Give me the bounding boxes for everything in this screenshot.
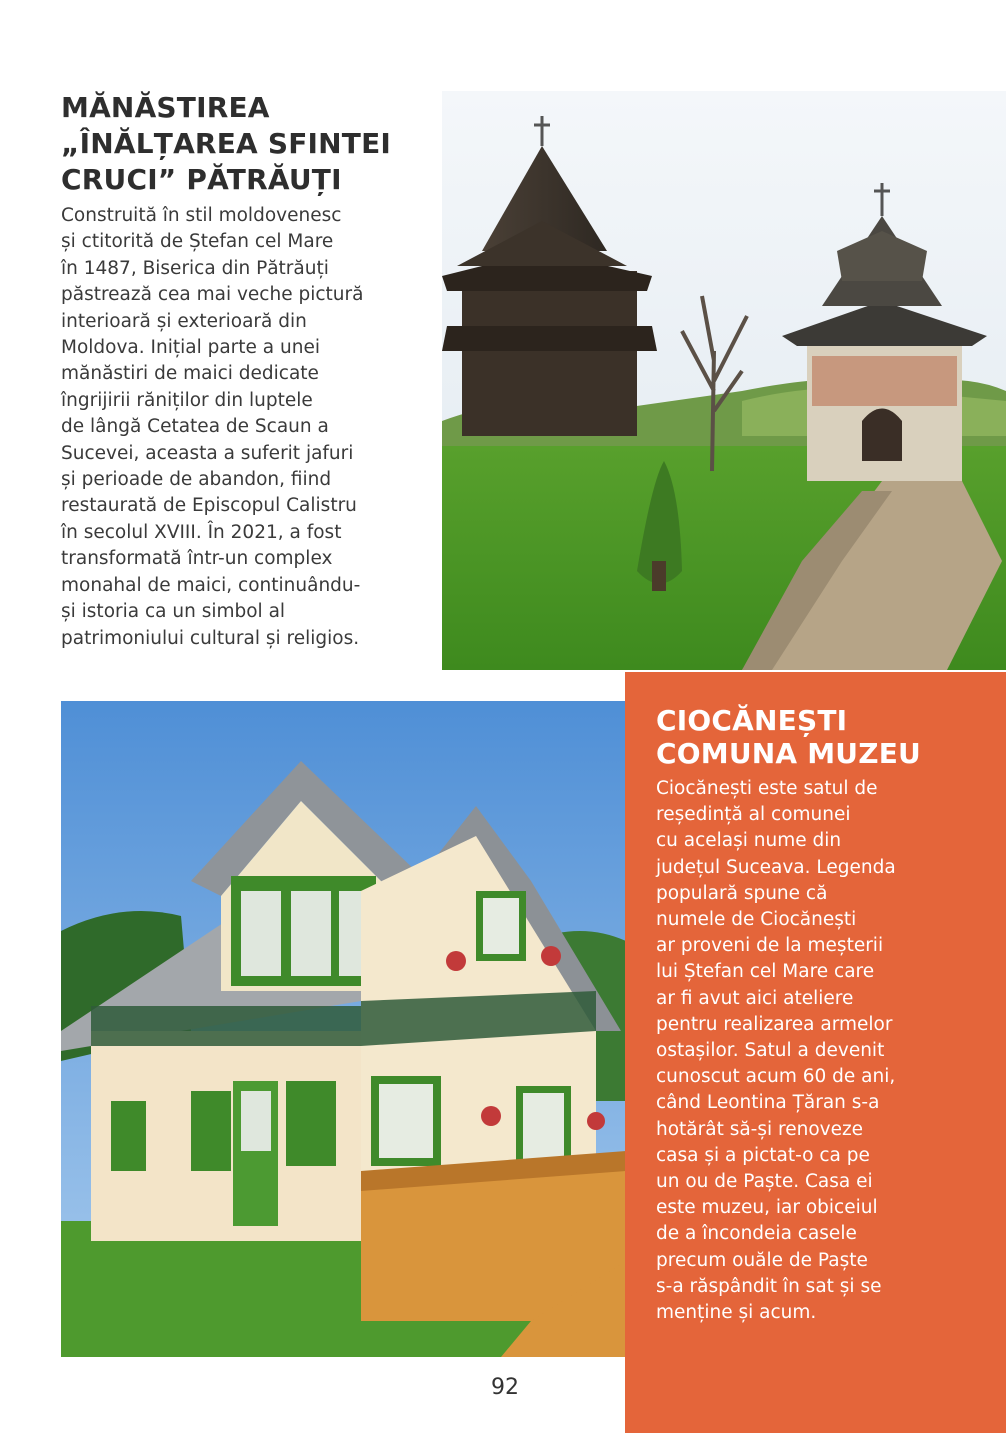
text-line: cu același nume din xyxy=(656,830,842,852)
text-line: de lângă Cetatea de Scaun a xyxy=(61,416,329,438)
text-line: îngrijirii răniților din luptele xyxy=(61,389,313,411)
painted-house-illustration xyxy=(61,701,626,1357)
monastery-title xyxy=(61,90,431,198)
text-line: ar proveni de la meșterii xyxy=(656,935,884,957)
text-line: s-a răspândit în sat și se xyxy=(656,1275,882,1297)
text-line: Sucevei, aceasta a suferit jafuri xyxy=(61,442,354,464)
monastery-description xyxy=(61,203,436,652)
text-line: în 1487, Biserica din Pătrăuți xyxy=(61,257,329,279)
text-line: și perioade de abandon, fiind xyxy=(61,469,332,491)
page-number: 92 xyxy=(491,1375,519,1400)
text-line: județul Suceava. Legenda xyxy=(656,856,896,878)
text-line: este muzeu, iar obiceiul xyxy=(656,1197,878,1219)
text-line: de a încondeia casele xyxy=(656,1223,857,1245)
text-line: și ctitorită de Ștefan cel Mare xyxy=(61,231,334,253)
ciocanesti-title-line: CIOCĂNEȘTI xyxy=(656,704,848,737)
painted-house-photo xyxy=(61,701,626,1357)
monastery-title-line: „ÎNĂLȚAREA SFINTEI xyxy=(61,127,392,160)
text-line: cunoscut acum 60 de ani, xyxy=(656,1066,896,1088)
text-line: precum ouăle de Paște xyxy=(656,1249,868,1271)
text-line: un ou de Paște. Casa ei xyxy=(656,1171,873,1193)
monastery-photo xyxy=(442,91,1006,670)
text-line: lui Ștefan cel Mare care xyxy=(656,961,875,983)
text-line: ar fi avut aici ateliere xyxy=(656,987,854,1009)
text-line: populară spune că xyxy=(656,882,828,904)
ciocanesti-title xyxy=(656,704,996,770)
text-line: restaurată de Episcopul Calistru xyxy=(61,495,357,517)
monastery-title-line: CRUCI” PĂTRĂUȚI xyxy=(61,163,342,196)
text-line: casa și a pictat-o ca pe xyxy=(656,1144,870,1166)
text-line: hotărât să-și renoveze xyxy=(656,1118,864,1140)
text-line: păstrează cea mai veche pictură xyxy=(61,284,364,306)
text-line: Moldova. Inițial parte a unei xyxy=(61,337,320,359)
text-line: ostașilor. Satul a devenit xyxy=(656,1040,885,1062)
text-line: menține și acum. xyxy=(656,1302,817,1324)
text-line: mănăstiri de maici dedicate xyxy=(61,363,319,385)
monastery-photo-illustration xyxy=(442,91,1006,670)
text-line: patrimoniului cultural și religios. xyxy=(61,627,360,649)
text-line: în secolul XVIII. În 2021, a fost xyxy=(61,521,342,543)
text-line: numele de Ciocănești xyxy=(656,909,857,931)
text-line: monahal de maici, continuându- xyxy=(61,574,361,596)
ciocanesti-description xyxy=(656,776,996,1326)
text-line: Construită în stil moldovenesc xyxy=(61,205,342,226)
text-line: Ciocănești este satul de xyxy=(656,778,878,799)
text-line: interioară și exterioară din xyxy=(61,310,307,332)
text-line: reședință al comunei xyxy=(656,804,851,826)
text-line: transformată într-un complex xyxy=(61,548,333,570)
text-line: și istoria ca un simbol al xyxy=(61,601,286,623)
text-line: pentru realizarea armelor xyxy=(656,1013,893,1035)
ciocanesti-title-line: COMUNA MUZEU xyxy=(656,737,921,770)
monastery-title-line: MĂNĂSTIREA xyxy=(61,91,270,124)
text-line: când Leontina Țăran s-a xyxy=(656,1092,880,1114)
